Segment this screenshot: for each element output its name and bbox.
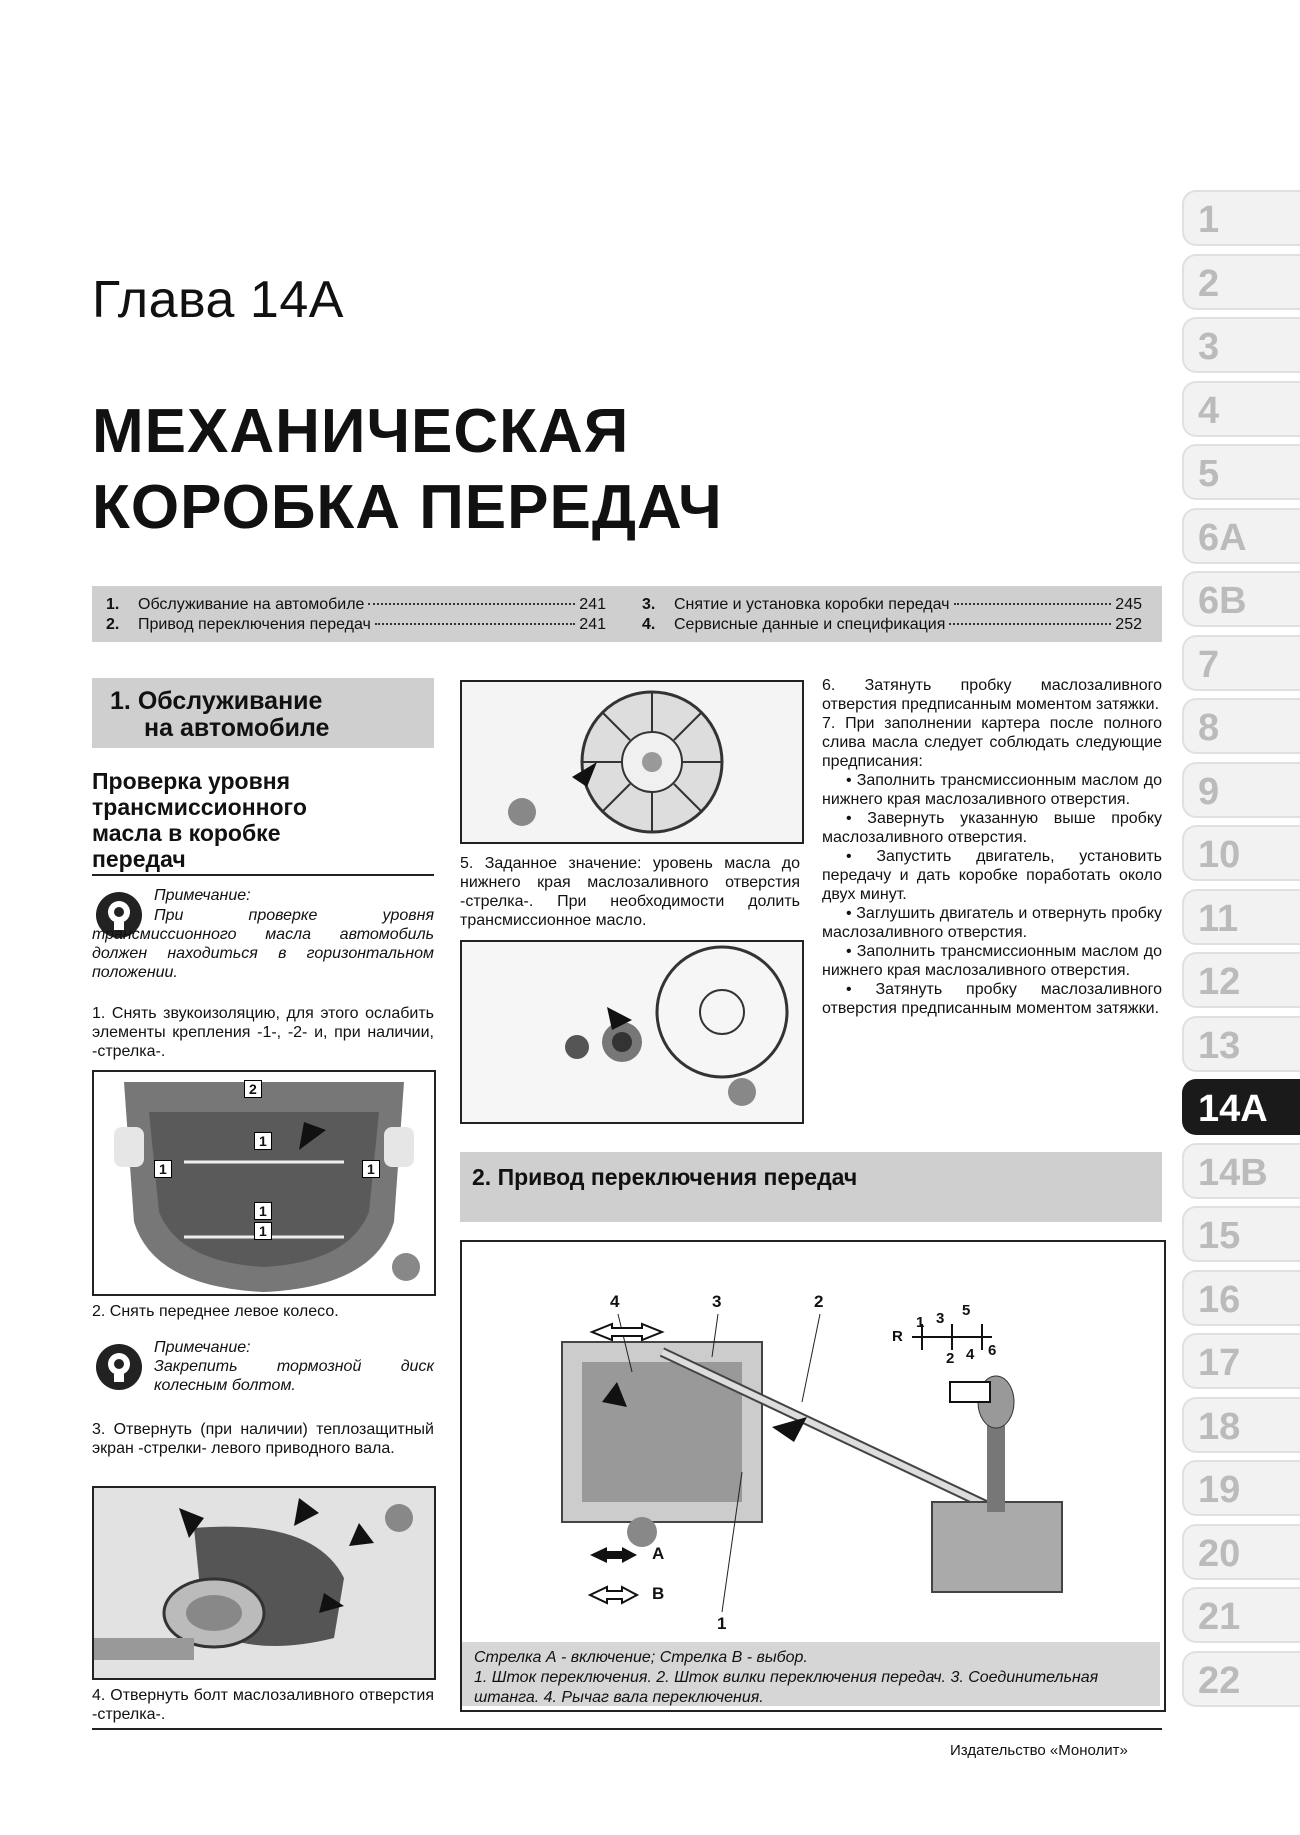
note-title: Примечание: — [154, 1339, 251, 1356]
chapter-tab-2[interactable]: 2 — [1182, 254, 1300, 310]
section-1-heading — [92, 678, 434, 748]
toc-dots — [949, 623, 1111, 625]
chapter-tab-12[interactable]: 12 — [1182, 952, 1300, 1008]
note-2 — [154, 1338, 434, 1395]
chapter-tab-21[interactable]: 21 — [1182, 1587, 1300, 1643]
figure-caption — [462, 1642, 1160, 1706]
subhead-line: масла в коробке — [92, 820, 281, 846]
step-2: 2. Снять переднее левое колесо. — [92, 1303, 339, 1320]
callout-label: 4 — [610, 1292, 620, 1311]
title-line-2: КОРОБКА ПЕРЕДАЧ — [92, 473, 723, 542]
arrow-a-label: A — [652, 1544, 665, 1563]
title-line-1: МЕХАНИЧЕСКАЯ — [92, 397, 630, 466]
toc-text: Снятие и установка коробки передач — [674, 596, 950, 613]
note-1 — [154, 886, 434, 905]
callout-label: 2 — [244, 1080, 262, 1098]
callout-label: 1 — [254, 1202, 272, 1220]
gear-label: 2 — [946, 1350, 955, 1367]
chapter-tab-9[interactable]: 9 — [1182, 762, 1300, 818]
bullet-item: • Заполнить трансмиссионным маслом до нижнего края маслозаливного отверстия. — [822, 772, 1162, 808]
footer-divider — [92, 1728, 1162, 1730]
gear-label: 3 — [936, 1310, 945, 1327]
chapter-tab-3[interactable]: 3 — [1182, 317, 1300, 373]
figure-underbody — [92, 1070, 436, 1296]
step-5: 5. Заданное значение: уровень масла до нижнего края маслозаливного отверстия -стрелка-. При необходимости долить трансмиссионное масло. — [460, 855, 800, 929]
figure-shift-linkage — [460, 1240, 1166, 1712]
figure-filler-plug — [460, 940, 804, 1124]
toc-dots — [368, 603, 575, 605]
bullet-item: • Завернуть указанную выше пробку маслозаливного отверстия. — [822, 810, 1162, 846]
section-2-heading: 2. Привод переключения передач — [460, 1152, 1162, 1222]
toc-text: Сервисные данные и спецификация — [674, 616, 946, 633]
note-1-text: При проверке уровня трансмиссионного масла автомобиль должен находиться в горизонтальном положении. — [92, 907, 434, 981]
callout-label: 3 — [712, 1292, 722, 1311]
gear-label: 6 — [988, 1342, 997, 1359]
note-icon — [94, 1342, 144, 1397]
chapter-tab-1[interactable]: 1 — [1182, 190, 1300, 246]
section-number: 1. — [110, 687, 131, 715]
bullet-item: • Заглушить двигатель и отвернуть пробку маслозаливного отверстия. — [822, 905, 1162, 941]
callout-label: 1 — [362, 1160, 380, 1178]
gear-label: 1 — [916, 1314, 925, 1331]
bullet-item: • Запустить двигатель, установить передачу и дать коробке поработать около двух минут. — [822, 848, 1162, 903]
chapter-tab-19[interactable]: 19 — [1182, 1460, 1300, 1516]
toc-item[interactable] — [642, 596, 1142, 614]
callout-label: 1 — [254, 1132, 272, 1150]
toc-item[interactable] — [106, 616, 606, 634]
chapter-tab-22[interactable]: 22 — [1182, 1651, 1300, 1707]
section-heading-line: Обслуживание — [137, 687, 323, 715]
chapter-tab-14B[interactable]: 14B — [1182, 1143, 1300, 1199]
caption-line: 1. Шток переключения. 2. Шток вилки переключения передач. 3. Соединительная штанга. 4. Рычаг вала переключения. — [474, 1669, 1099, 1706]
bullet-item: • Затянуть пробку маслозаливного отверстия предписанным моментом затяжки. — [822, 981, 1162, 1017]
subhead-line: передач — [92, 846, 186, 872]
gear-label: R — [892, 1328, 903, 1345]
figure-gearbox-housing — [460, 680, 804, 844]
toc-num: 2. — [106, 616, 120, 633]
gear-label: 4 — [966, 1346, 975, 1363]
chapter-tab-10[interactable]: 10 — [1182, 825, 1300, 881]
step-1: 1. Снять звукоизоляцию, для этого ослабить элементы крепления -1-, -2- и, при наличии, -стрелка-. — [92, 1005, 434, 1060]
chapter-tab-15[interactable]: 15 — [1182, 1206, 1300, 1262]
step-6: 6. Затянуть пробку маслозаливного отверстия предписанным моментом затяжки. — [822, 677, 1162, 713]
figure-driveshaft — [92, 1486, 436, 1680]
page-title — [92, 394, 723, 546]
callout-label: 1 — [717, 1614, 727, 1633]
chapter-tab-17[interactable]: 17 — [1182, 1333, 1300, 1389]
chapter-tab-8[interactable]: 8 — [1182, 698, 1300, 754]
chapter-label: Глава 14А — [92, 271, 344, 329]
subsection-heading — [92, 768, 432, 872]
chapter-tab-7[interactable]: 7 — [1182, 635, 1300, 691]
note-2-text: Закрепить тормозной диск колесным болтом. — [154, 1358, 434, 1394]
step-4: 4. Отвернуть болт маслозаливного отверстия -стрелка-. — [92, 1687, 434, 1723]
toc-page: 241 — [579, 616, 606, 633]
toc-dots — [954, 603, 1112, 605]
toc-item[interactable] — [642, 616, 1142, 634]
chapter-tab-14A[interactable]: 14A — [1182, 1079, 1300, 1135]
right-column-text — [822, 676, 1162, 1018]
toc-item[interactable] — [106, 596, 606, 614]
toc-page: 252 — [1115, 616, 1142, 633]
toc-page: 245 — [1115, 596, 1142, 613]
toc-num: 1. — [106, 596, 120, 613]
divider — [92, 874, 434, 876]
step-7: 7. При заполнении картера после полного слива масла следует соблюдать следующие предписания: — [822, 715, 1162, 770]
subhead-line: Проверка уровня — [92, 768, 291, 794]
chapter-tab-6A[interactable]: 6A — [1182, 508, 1300, 564]
chapter-tab-20[interactable]: 20 — [1182, 1524, 1300, 1580]
step-3: 3. Отвернуть (при наличии) теплозащитный экран -стрелки- левого приводного вала. — [92, 1421, 434, 1457]
note-title: Примечание: — [154, 887, 251, 904]
toc-page: 241 — [579, 596, 606, 613]
callout-label: 2 — [814, 1292, 824, 1311]
table-of-contents — [92, 586, 1162, 642]
chapter-tab-4[interactable]: 4 — [1182, 381, 1300, 437]
toc-text: Обслуживание на автомобиле — [138, 596, 365, 613]
chapter-tab-5[interactable]: 5 — [1182, 444, 1300, 500]
subhead-line: трансмиссионного — [92, 794, 307, 820]
callout-label: 1 — [254, 1222, 272, 1240]
toc-num: 4. — [642, 616, 656, 633]
section-heading-line: на автомобиле — [144, 714, 330, 742]
arrow-b-label: B — [652, 1584, 665, 1603]
publisher: Издательство «Монолит» — [950, 1742, 1128, 1759]
toc-num: 3. — [642, 596, 656, 613]
toc-text: Привод переключения передач — [138, 616, 371, 633]
gear-label: 5 — [962, 1302, 971, 1319]
chapter-tab-16[interactable]: 16 — [1182, 1270, 1300, 1326]
chapter-tab-13[interactable]: 13 — [1182, 1016, 1300, 1072]
chapter-tab-11[interactable]: 11 — [1182, 889, 1300, 945]
caption-line: Стрелка А - включение; Стрелка В - выбор. — [474, 1649, 808, 1666]
bullet-item: • Заполнить трансмиссионным маслом до нижнего края маслозаливного отверстия. — [822, 943, 1162, 979]
toc-dots — [375, 623, 575, 625]
chapter-tab-6B[interactable]: 6B — [1182, 571, 1300, 627]
callout-label: 1 — [154, 1160, 172, 1178]
chapter-tab-18[interactable]: 18 — [1182, 1397, 1300, 1453]
